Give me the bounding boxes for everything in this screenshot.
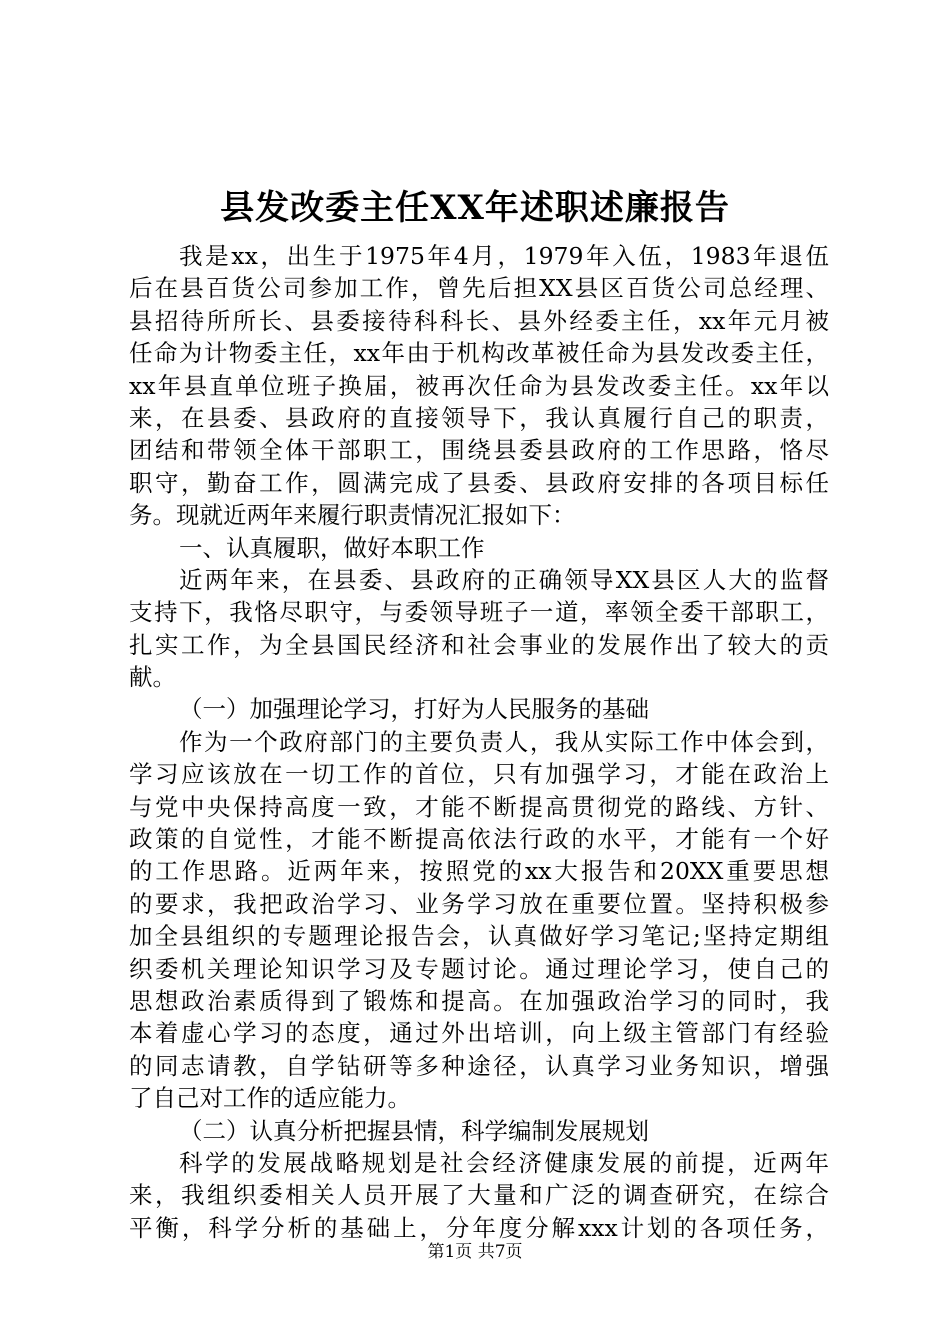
paragraph-line: 的要求，我把政治学习、业务学习放在重要位置。坚持积极参 bbox=[129, 889, 829, 918]
paragraph-line: 献。 bbox=[129, 663, 176, 692]
paragraph-line: 的工作思路。近两年来，按照党的xx大报告和20XX重要思想 bbox=[129, 857, 829, 886]
paragraph-line: 平衡，科学分析的基础上，分年度分解xxx计划的各项任务， bbox=[129, 1213, 829, 1242]
paragraph-line: 与党中央保持高度一致，才能不断提高贯彻党的路线、方针、 bbox=[129, 792, 829, 821]
paragraph-line: 扎实工作，为全县国民经济和社会事业的发展作出了较大的贡 bbox=[129, 630, 829, 659]
paragraph-line: 思想政治素质得到了锻炼和提高。在加强政治学习的同时，我 bbox=[129, 986, 829, 1015]
page-number: 第1页 共7页 bbox=[427, 1242, 523, 1262]
paragraph-line: 来，我组织委相关人员开展了大量和广泛的调查研究，在综合 bbox=[129, 1181, 829, 1210]
paragraph-line: 务。现就近两年来履行职责情况汇报如下： bbox=[129, 501, 576, 530]
section-heading: 一、认真履职，做好本职工作 bbox=[179, 533, 485, 562]
paragraph-line: 学习应该放在一切工作的首位，只有加强学习，才能在政治上 bbox=[129, 760, 829, 789]
paragraph-line: 县招待所所长、县委接待科科长、县外经委主任，xx年元月被 bbox=[129, 306, 829, 335]
paragraph-line: 任命为计物委主任，xx年由于机构改革被任命为县发改委主任， bbox=[129, 339, 829, 368]
paragraph-line: 作为一个政府部门的主要负责人，我从实际工作中体会到， bbox=[179, 727, 829, 756]
paragraph-line: xx年县直单位班子换届，被再次任命为县发改委主任。xx年以 bbox=[129, 371, 829, 400]
paragraph-line: 团结和带领全体干部职工，围绕县委县政府的工作思路，恪尽 bbox=[129, 436, 829, 465]
subsection-heading: （一）加强理论学习，打好为人民服务的基础 bbox=[179, 695, 649, 724]
paragraph-line: 科学的发展战略规划是社会经济健康发展的前提，近两年 bbox=[179, 1148, 829, 1177]
paragraph-line: 支持下，我恪尽职守，与委领导班子一道，率领全委干部职工， bbox=[129, 598, 829, 627]
paragraph-line: 近两年来，在县委、县政府的正确领导XX县区人大的监督 bbox=[179, 565, 829, 594]
paragraph-line: 政策的自觉性，才能不断提高依法行政的水平，才能有一个好 bbox=[129, 825, 829, 854]
paragraph-line: 本着虚心学习的态度，通过外出培训，向上级主管部门有经验 bbox=[129, 1019, 829, 1048]
document-title: 县发改委主任XX年述职述廉报告 bbox=[220, 188, 730, 228]
paragraph-line: 的同志请教，自学钻研等多种途径，认真学习业务知识，增强 bbox=[129, 1051, 829, 1080]
paragraph-line: 职守，勤奋工作，圆满完成了县委、县政府安排的各项目标任 bbox=[129, 468, 829, 497]
document-body bbox=[129, 240, 829, 1244]
paragraph-line: 加全县组织的专题理论报告会，认真做好学习笔记;坚持定期组 bbox=[129, 922, 829, 951]
paragraph-line: 来，在县委、县政府的直接领导下，我认真履行自己的职责， bbox=[129, 403, 829, 432]
paragraph-line: 织委机关理论知识学习及专题讨论。通过理论学习，使自己的 bbox=[129, 954, 829, 983]
paragraph-line: 后在县百货公司参加工作，曾先后担XX县区百货公司总经理、 bbox=[129, 274, 829, 303]
paragraph-line: 我是xx，出生于1975年4月，1979年入伍，1983年退伍 bbox=[179, 242, 829, 270]
paragraph-line: 了自己对工作的适应能力。 bbox=[129, 1084, 411, 1113]
subsection-heading: （二）认真分析把握县情，科学编制发展规划 bbox=[179, 1116, 649, 1145]
